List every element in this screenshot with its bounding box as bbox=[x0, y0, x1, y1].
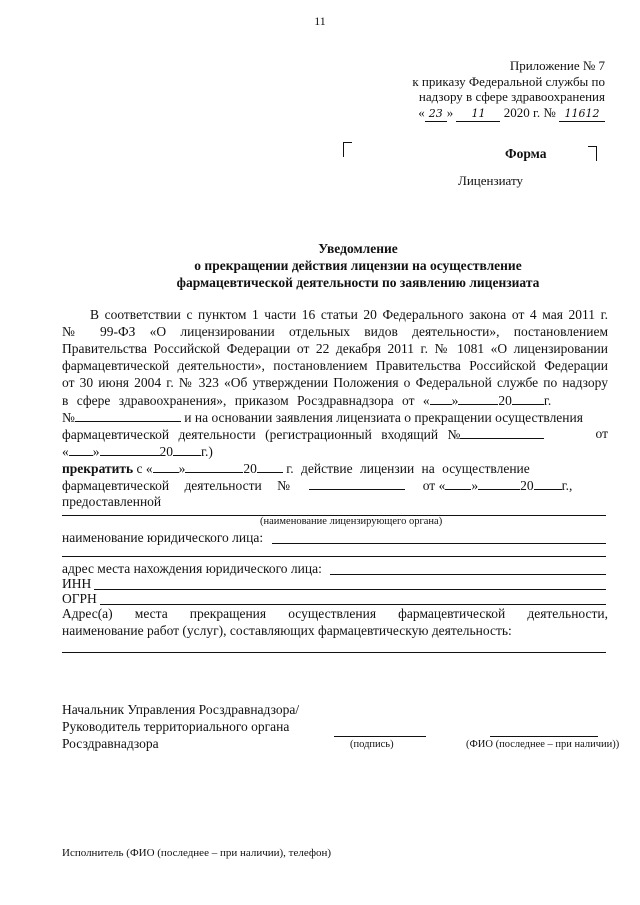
appendix-year: 2020 г. № bbox=[503, 104, 556, 120]
signature-caption: (подпись) bbox=[350, 739, 394, 750]
body-line-4: фармацевтической деятельности», постановлением Правительства Российской Федерации bbox=[62, 358, 608, 373]
signature-field bbox=[334, 736, 426, 737]
licensing-body-caption: (наименование лицензирующего органа) bbox=[260, 516, 443, 527]
legal-name-label: наименование юридического лица: bbox=[62, 530, 264, 545]
body-line-11: фармацевтической деятельности № от « » 20 г., bbox=[62, 478, 573, 493]
handwritten-order-number: 11612 bbox=[559, 106, 605, 123]
address-label: адрес места нахождения юридического лица: bbox=[62, 561, 322, 576]
body-line-3: Правительства Российской Федерации от 22 декабря 2011 г. № 1081 «О лицензировании bbox=[62, 341, 608, 356]
body-line-9: « » 20 г.) bbox=[62, 444, 213, 459]
licensee-label: Лицензиату bbox=[458, 173, 523, 188]
form-corner-left bbox=[343, 142, 352, 157]
title-line-1: Уведомление bbox=[318, 241, 398, 256]
ogrn-label: ОГРН bbox=[62, 591, 97, 606]
appendix-title: Приложение № 7 bbox=[509, 58, 605, 73]
executor-caption: Исполнитель (ФИО (последнее – при наличии), телефон) bbox=[62, 847, 332, 859]
body-line-2: № 99-ФЗ «О лицензировании отдельных видов деятельности», постановлением bbox=[62, 324, 608, 339]
body-line-8: фармацевтической деятельности (регистрационный входящий № от bbox=[62, 426, 608, 442]
signatory-line-3: Росздравнадзора bbox=[62, 736, 159, 751]
signatory-line-1: Начальник Управления Росздравнадзора/ bbox=[62, 702, 300, 717]
body-line-10: прекратить с « » 20 г. действие лицензии на осуществление bbox=[62, 461, 530, 476]
appendix-agency: надзору в сфере здравоохранения bbox=[418, 89, 605, 104]
form-label: Форма bbox=[505, 146, 547, 161]
body-line-6: в сфере здравоохранения», приказом Росздравнадзора от « » 20 г. bbox=[62, 393, 552, 408]
body-line-12: предоставленной bbox=[62, 494, 162, 509]
appendix-date-line: « 23 » 11 2020 г. № 11612 bbox=[395, 105, 605, 123]
title-line-3: фармацевтической деятельности по заявлению лицензиата bbox=[176, 275, 540, 290]
ogrn-field bbox=[100, 604, 606, 605]
body-line-7: № и на основании заявления лицензиата о прекращении осуществления bbox=[62, 410, 583, 425]
address-field bbox=[330, 574, 606, 575]
handwritten-month: 11 bbox=[456, 106, 500, 123]
handwritten-day: 23 bbox=[425, 106, 447, 123]
title-line-2: о прекращении действия лицензии на осуществление bbox=[194, 258, 522, 273]
document-title bbox=[0, 240, 640, 291]
name-field bbox=[490, 736, 598, 737]
signatory-line-2: Руководитель территориального органа bbox=[62, 719, 290, 734]
body-line-1: В соответствии с пунктом 1 части 16 статьи 20 Федерального закона от 4 мая 2011 г. bbox=[90, 307, 608, 322]
activity-address-line-1: Адрес(а) места прекращения осуществления фармацевтической деятельности, bbox=[62, 606, 608, 621]
appendix-block bbox=[395, 58, 605, 122]
inn-label: ИНН bbox=[62, 576, 92, 591]
inn-field bbox=[94, 589, 606, 590]
form-corner-right bbox=[588, 146, 597, 161]
legal-name-field-extra bbox=[62, 556, 606, 557]
appendix-order-ref: к приказу Федеральной службы по bbox=[412, 73, 605, 89]
page-number: 11 bbox=[314, 14, 326, 28]
name-caption: (ФИО (последнее – при наличии)) bbox=[466, 739, 620, 750]
legal-name-field bbox=[272, 543, 606, 544]
activity-address-field bbox=[62, 652, 606, 653]
legal-name-row bbox=[62, 530, 608, 547]
body-line-5: от 30 июня 2004 г. № 323 «Об утверждении Положения о Федеральной службе по надзору bbox=[62, 375, 608, 390]
activity-address-line-2: наименование работ (услуг), составляющих фармацевтическую деятельность: bbox=[62, 623, 512, 638]
